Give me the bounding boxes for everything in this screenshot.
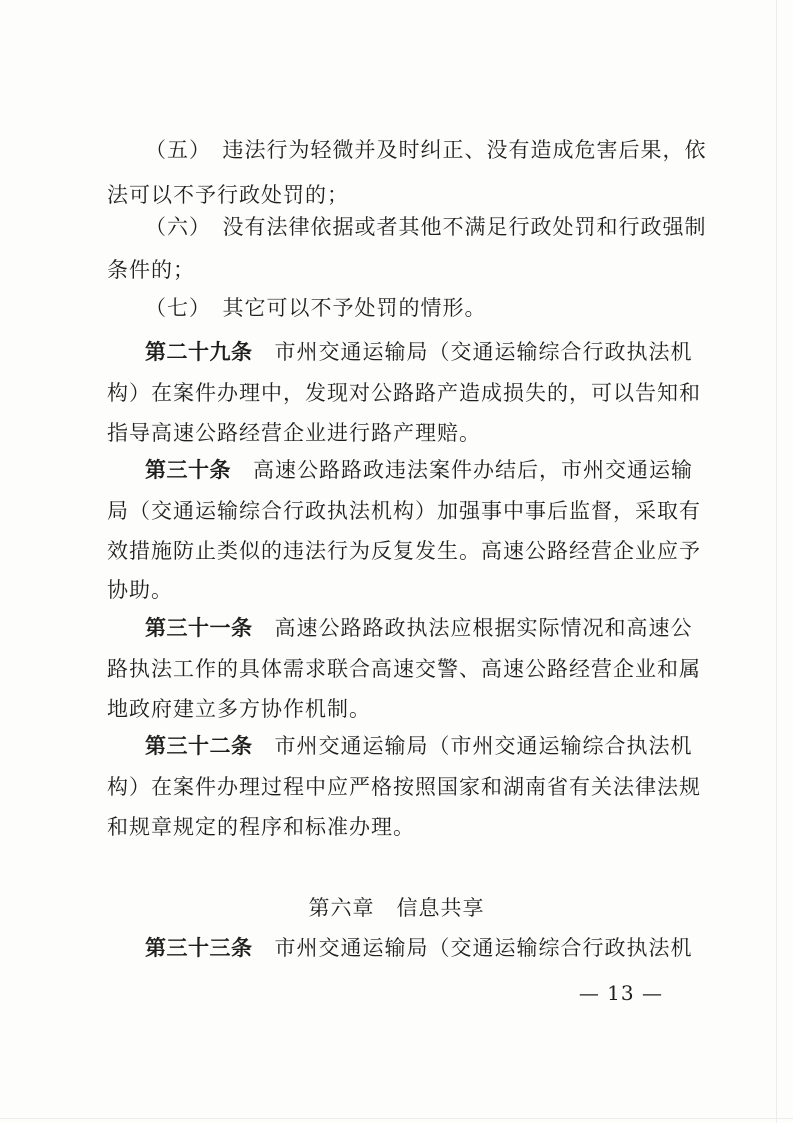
article-first-line	[145, 731, 693, 761]
text-line: 构）在案件办理中，发现对公路路产造成损失的，可以告知和	[107, 381, 701, 405]
text-line: 构）在案件办理过程中应严格按照国家和湖南省有关法律法规	[107, 775, 701, 799]
text-line: 协助。	[107, 578, 173, 602]
article-number: 第三十三条	[145, 935, 253, 960]
chapter-heading: 第六章 信息共享	[308, 896, 485, 920]
text-line: 法可以不予行政处罚的；	[107, 183, 349, 207]
text-line: （七） 其它可以不予处罚的情形。	[145, 296, 487, 320]
text-line: 地政府建立多方协作机制。	[107, 697, 371, 721]
article-text: 高速公路路政违法案件办结后，市州交通运输	[231, 458, 693, 482]
article-first-line	[145, 337, 693, 367]
article-number: 第二十九条	[145, 339, 253, 364]
text-line: 条件的；	[107, 258, 195, 282]
text-line: 和规章规定的程序和标准办理。	[107, 815, 415, 839]
text-line: 指导高速公路经营企业进行路产理赔。	[107, 421, 481, 445]
text-line: （六） 没有法律依据或者其他不满足行政处罚和行政强制	[145, 215, 707, 239]
article-text: 市州交通运输局（市州交通运输综合执法机	[252, 734, 693, 758]
article-text: 高速公路路政执法应根据实际情况和高速公	[252, 616, 693, 640]
text-line: 局（交通运输综合行政执法机构）加强事中事后监督，采取有	[107, 499, 701, 523]
article-text: 市州交通运输局（交通运输综合行政执法机	[252, 340, 693, 364]
article-number: 第三十条	[145, 457, 231, 482]
text-line: 路执法工作的具体需求联合高速交警、高速公路经营企业和属	[107, 657, 701, 681]
article-first-line	[145, 455, 693, 485]
article-number: 第三十二条	[145, 733, 253, 758]
text-line: （五） 违法行为轻微并及时纠正、没有造成危害后果，依	[145, 138, 707, 162]
scan-edge	[0, 1118, 793, 1119]
scan-edge	[776, 0, 777, 1123]
text-line: 效措施防止类似的违法行为反复发生。高速公路经营企业应予	[107, 539, 701, 563]
article-first-line	[145, 933, 693, 963]
article-text: 市州交通运输局（交通运输综合行政执法机	[252, 936, 693, 960]
article-first-line	[145, 613, 693, 643]
article-number: 第三十一条	[145, 615, 253, 640]
page-number: — 13 —	[578, 981, 663, 1005]
